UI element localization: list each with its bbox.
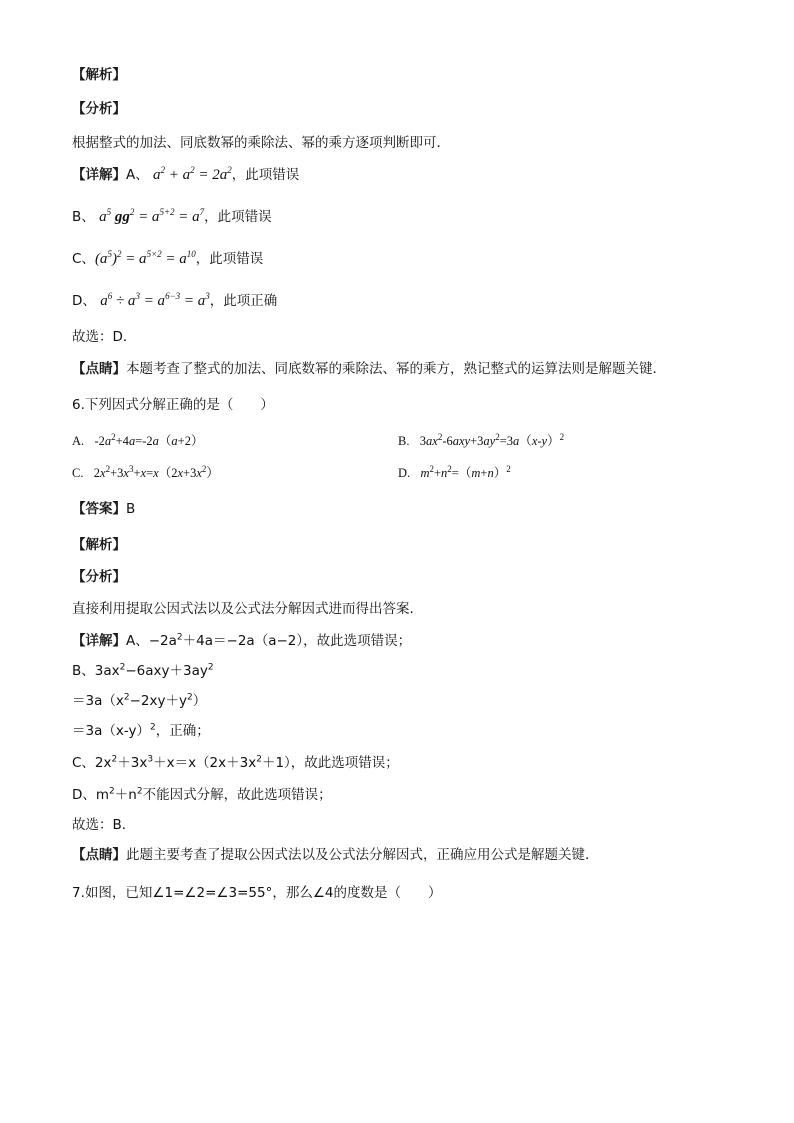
detail-6b3-start: ＝3a（x-y） <box>72 723 150 739</box>
formula-d: $a^6 \div a^3 = a^{6-3} = a^3$ <box>100 291 210 309</box>
detail-line-6b2: $=3a(x^2-2xy+y^2)$ <box>72 692 207 709</box>
option-c-label: C. <box>72 466 84 480</box>
question-6-stem: 6.下列因式分解正确的是（ ） <box>72 397 274 413</box>
option-b-prefix: B、 <box>72 209 95 225</box>
detail-line-a <box>72 166 299 184</box>
question-6-option-d <box>398 464 511 482</box>
choice-text: 故选：D． <box>72 329 137 345</box>
option-c-expr: $2x^2+3x^3+x=x(2x+3x^2)$ <box>93 463 219 480</box>
answer-value: B <box>126 501 136 517</box>
answer-tag: 【答案】 <box>72 501 126 517</box>
detail-line-d <box>72 292 277 310</box>
option-c-prefix: C、 <box>72 251 95 267</box>
detail-line-6c: C、$2x^2+3x^3+x=x(2x+3x^2+1)$，故此选项错误； <box>72 754 399 771</box>
detail-6d-start: D、m <box>72 787 110 803</box>
comment-tag: 【点睛】 <box>72 361 126 377</box>
note-a: ，此项错误 <box>231 167 300 183</box>
comment-line <box>72 360 666 378</box>
analysis-heading: 【解析】 <box>72 67 126 83</box>
analysis-subheading-6: 【分析】 <box>72 569 126 585</box>
choice-text-6: 故选：B． <box>72 817 136 833</box>
comment-tag-6: 【点睛】 <box>72 847 126 863</box>
detail-6a-text: A、$-2a^2+4a=-2a(a-2)$，故此选项错误； <box>126 632 412 649</box>
option-a-label: A. <box>72 434 85 448</box>
option-d-expr: $m^2+n^2=(m+n)^2$ <box>420 463 511 480</box>
option-a-prefix: A、 <box>126 167 149 183</box>
note-b: ，此项错误 <box>204 209 272 225</box>
option-b-label: B. <box>398 434 410 448</box>
note-d: ，此项正确 <box>209 293 278 309</box>
option-d-prefix: D、 <box>72 293 96 309</box>
note-c: ，此项错误 <box>195 251 264 267</box>
question-6-option-c <box>72 464 219 482</box>
detail-tag-6: 【详解】 <box>72 633 126 649</box>
detail-line-b <box>72 208 272 226</box>
detail-tag: 【详解】 <box>72 167 126 183</box>
detail-line-6b1: B、$3ax^2-6axy+3ay^2$ <box>72 662 214 679</box>
analysis-text: 根据整式的加法、同底数幂的乘除法、幂的乘方逐项判断即可． <box>72 135 450 151</box>
question-6-option-a <box>72 432 203 450</box>
comment-text: 本题考查了整式的加法、同底数幂的乘除法、幂的乘方，熟记整式的运算法则是解题关键． <box>126 361 666 377</box>
answer-line <box>72 500 135 518</box>
option-a-expr: $-2a^2+4a=-2a(a+2)$ <box>94 431 204 448</box>
detail-6b2-start: ＝3a（x <box>72 693 124 709</box>
formula-c: $(a^5)^2 = a^{5\times 2} = a^{10}$ <box>94 249 196 267</box>
detail-6b1-start: B、3ax <box>72 663 120 679</box>
analysis-subheading: 【分析】 <box>72 101 126 117</box>
detail-line-c <box>72 250 263 268</box>
analysis-text-6: 直接利用提取公因式法以及公式法分解因式进而得出答案． <box>72 601 423 617</box>
analysis-heading-6: 【解析】 <box>72 537 126 553</box>
option-d-label: D. <box>398 466 411 480</box>
detail-line-6d: D、$m^2+n^2$不能因式分解，故此选项错误； <box>72 786 332 803</box>
formula-b: $a^5$ $gg^2 = a^{5+2} = a^7$ <box>99 207 205 225</box>
detail-6b3-note: ，正确； <box>155 723 210 739</box>
detail-line-6a <box>72 632 411 650</box>
question-6-option-b <box>398 432 564 450</box>
question-7-stem: 7.如图，已知∠1=∠2=∠3=55°，那么∠4的度数是（ ） <box>72 885 442 901</box>
formula-a: $a^2 + a^2 = 2a^2$ <box>153 165 232 183</box>
comment-text-6: 此题主要考查了提取公因式法以及公式法分解因式，正确应用公式是解题关键． <box>126 847 599 863</box>
comment-line-6 <box>72 846 599 864</box>
detail-line-6b3: $=3a(x-y)^2$，正确； <box>72 722 210 739</box>
option-b-expr: $3ax^2-6axy+3ay^2=3a(x-y)^2$ <box>419 431 565 448</box>
